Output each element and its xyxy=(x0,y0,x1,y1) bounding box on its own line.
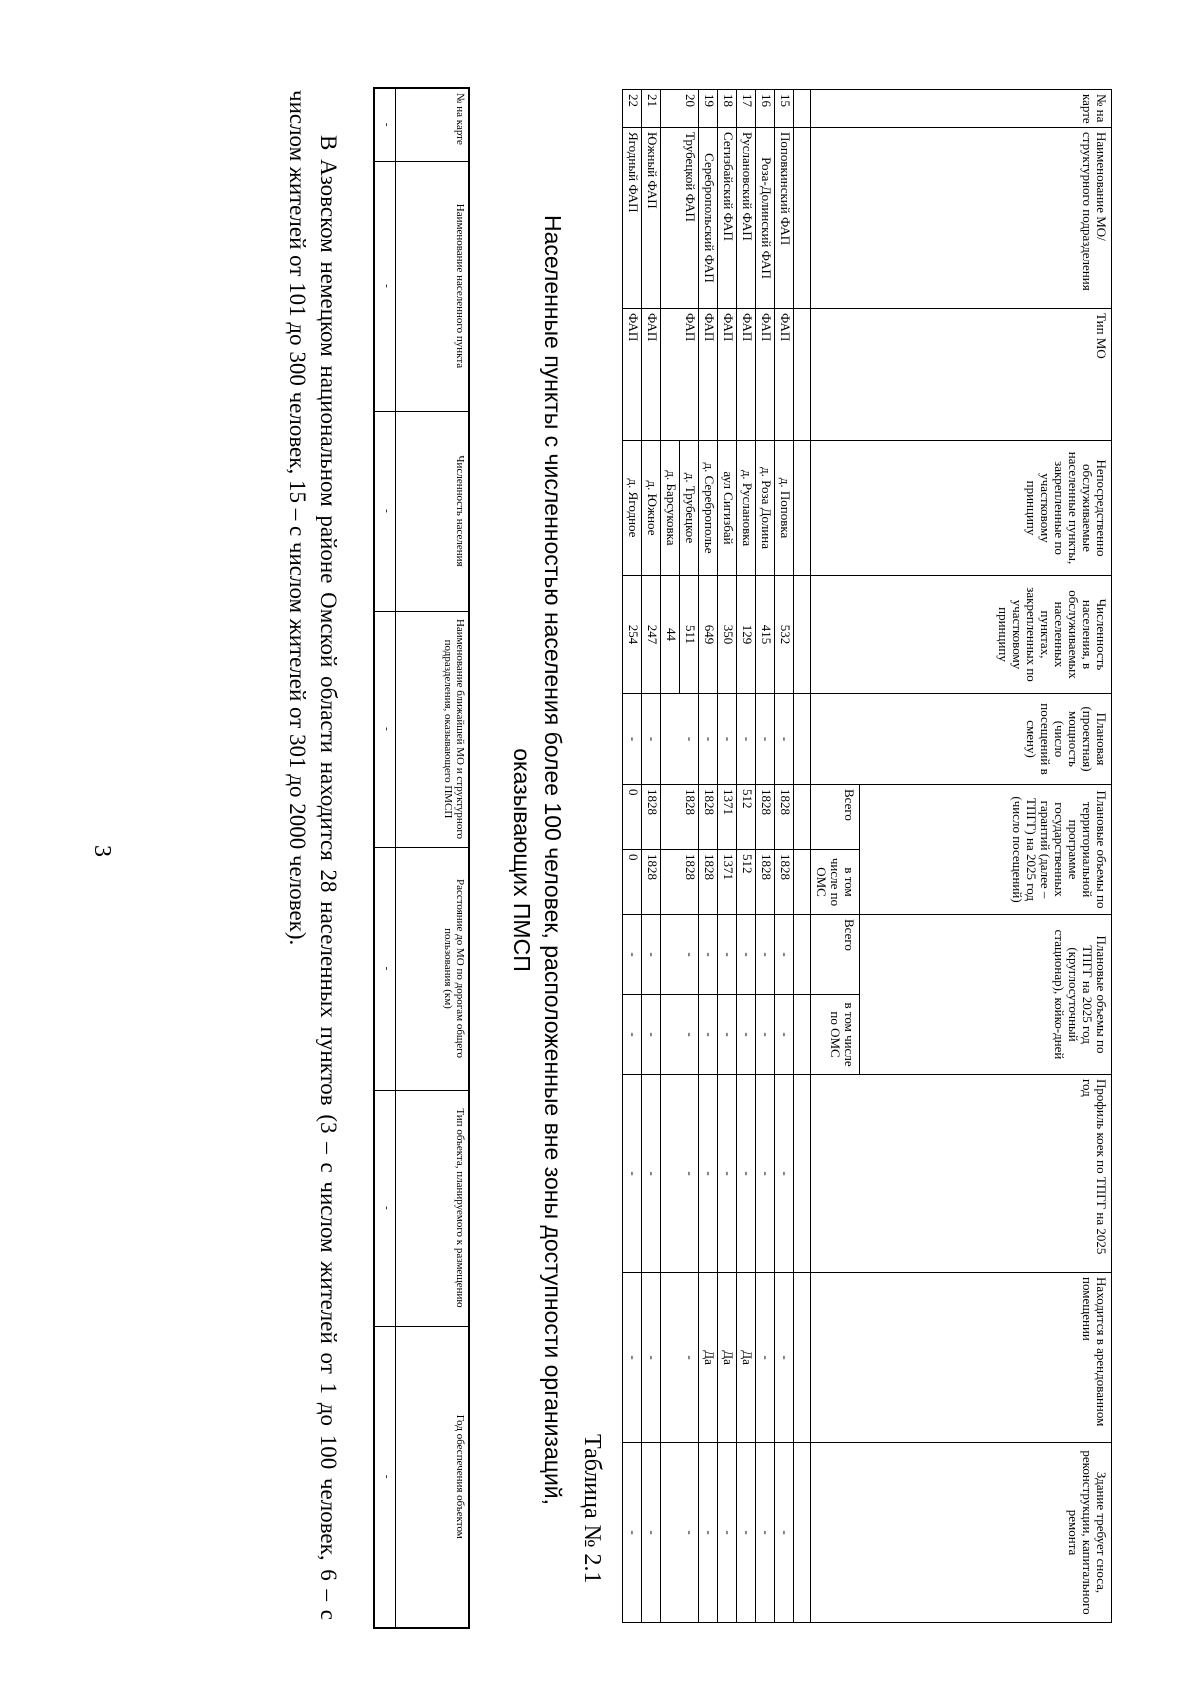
row-rented: Да xyxy=(718,1273,737,1443)
header-name: Наименование МО/ структурного подразделения xyxy=(811,128,1112,309)
row-capacity: - xyxy=(699,694,718,785)
row-capacity: - xyxy=(737,694,756,785)
row-num: 21 xyxy=(642,90,661,128)
header-row xyxy=(860,90,1112,1623)
row-beds-oms: - xyxy=(775,995,794,1075)
row-tpgg-total: 1828 xyxy=(661,785,699,850)
row-tpgg-total: 512 xyxy=(737,785,756,850)
header-type: Тип МО xyxy=(811,309,1112,441)
row-tpgg-oms: 1828 xyxy=(642,850,661,915)
uncovered-settlements-table xyxy=(373,87,470,1629)
row-settlement: д. Южное xyxy=(642,441,661,576)
row-demolition: - xyxy=(756,1443,775,1623)
table-row xyxy=(756,90,775,1623)
row-name: Трубецкой ФАП xyxy=(661,128,699,309)
row-tpgg-total: 1828 xyxy=(642,785,661,850)
row-beds-oms: - xyxy=(737,995,756,1075)
fap-table xyxy=(622,89,1112,1623)
row-settlement: аул Сигизбай xyxy=(718,441,737,576)
row-beds-oms: - xyxy=(661,995,699,1075)
table-row xyxy=(718,90,737,1623)
row-settlement: д. Поповка xyxy=(775,441,794,576)
header-object-type: Тип объекта, планируемого к размещению xyxy=(396,1090,470,1326)
row-rented: - xyxy=(623,1273,642,1443)
row-profile: - xyxy=(699,1075,718,1273)
header-settlement: Наименование населенного пункта xyxy=(396,161,470,411)
row-name: Серебропольский ФАП xyxy=(699,128,718,309)
row-beds-oms: - xyxy=(756,995,775,1075)
row-profile: - xyxy=(775,1075,794,1273)
table-row xyxy=(623,90,642,1623)
row-demolition: - xyxy=(737,1443,756,1623)
row-tpgg-oms: 1828 xyxy=(699,850,718,915)
table-row xyxy=(680,90,699,1623)
row-tpgg-total: 0 xyxy=(623,785,642,850)
row-beds-total: - xyxy=(737,915,756,995)
row-profile: - xyxy=(718,1075,737,1273)
row-rented: Да xyxy=(737,1273,756,1443)
row-type: ФАП xyxy=(737,309,756,441)
page-number: 3 xyxy=(89,845,115,857)
row-population: 254 xyxy=(623,576,642,694)
row-name: Ягодный ФАП xyxy=(623,128,642,309)
row-tpgg-oms: 1828 xyxy=(661,850,699,915)
row-name: Роза-Долинский ФАП xyxy=(756,128,775,309)
row-tpgg-oms: 0 xyxy=(623,850,642,915)
column-index-row xyxy=(794,90,811,1623)
row-capacity: - xyxy=(623,694,642,785)
row-year: - xyxy=(374,1326,396,1628)
row-rented: - xyxy=(642,1273,661,1443)
header-row xyxy=(396,88,470,1628)
section-title-line1: Населенные пункты с численностью населения более 100 человек, расположенные вне зоны доступности организаций, xyxy=(540,214,566,1506)
row-type: ФАП xyxy=(775,309,794,441)
row-tpgg-total: 1828 xyxy=(756,785,775,850)
row-settlement: д. Роза Долина xyxy=(756,441,775,576)
row-beds-total: - xyxy=(623,915,642,995)
row-settlement: - xyxy=(374,161,396,411)
row-capacity: - xyxy=(718,694,737,785)
row-population: 129 xyxy=(737,576,756,694)
header-population: Численность населения, в обслуживаемых населенных пунктах, закрепленных по участковому принципу xyxy=(811,576,1112,694)
row-capacity: - xyxy=(756,694,775,785)
header-demolition: Здание требует сноса, реконструкции, капитального ремонта xyxy=(811,1443,1112,1623)
row-num: 19 xyxy=(699,90,718,128)
row-beds-oms: - xyxy=(718,995,737,1075)
row-beds-total: - xyxy=(756,915,775,995)
row-tpgg-oms: 1371 xyxy=(718,850,737,915)
row-capacity: - xyxy=(661,694,699,785)
row-settlement: д. Сереброполье xyxy=(699,441,718,576)
header-beds-total: Всего xyxy=(811,915,860,995)
table-row xyxy=(737,90,756,1623)
row-beds-oms: - xyxy=(623,995,642,1075)
row-beds-oms: - xyxy=(699,995,718,1075)
row-object-type: - xyxy=(374,1090,396,1326)
row-population: 350 xyxy=(718,576,737,694)
row-tpgg-total: 1371 xyxy=(718,785,737,850)
row-demolition: - xyxy=(775,1443,794,1623)
row-population: 649 xyxy=(699,576,718,694)
row-beds-total: - xyxy=(775,915,794,995)
row-rented: - xyxy=(775,1273,794,1443)
row-demolition: - xyxy=(623,1443,642,1623)
row-profile: - xyxy=(661,1075,699,1273)
header-beds: Плановые объемы по ТПГГ на 2025 год (круглосуточный стационар), койко-дней xyxy=(860,915,1112,1075)
header-tpgg: Плановые объемы по территориальной программе государственных гарантий (далее – ТПГГ) на 2025 год (число посещений) xyxy=(860,785,1112,915)
table-row xyxy=(374,88,396,1628)
header-num: № на карте xyxy=(396,88,470,161)
table-row xyxy=(775,90,794,1623)
row-rented: - xyxy=(661,1273,699,1443)
row-profile: - xyxy=(642,1075,661,1273)
row-num: 22 xyxy=(623,90,642,128)
row-capacity: - xyxy=(642,694,661,785)
row-beds-total: - xyxy=(699,915,718,995)
row-demolition: - xyxy=(642,1443,661,1623)
row-settlement: д. Трубецкое xyxy=(680,441,699,576)
table-row xyxy=(699,90,718,1623)
row-population: 415 xyxy=(756,576,775,694)
row-population: - xyxy=(374,411,396,611)
row-rented: Да xyxy=(699,1273,718,1443)
row-demolition: - xyxy=(699,1443,718,1623)
row-demolition: - xyxy=(661,1443,699,1623)
header-nearest-mo: Наименование ближайшей МО и структурного подразделения, оказывающего ПМСП xyxy=(396,611,470,847)
row-beds-total: - xyxy=(661,915,699,995)
row-type: ФАП xyxy=(642,309,661,441)
row-name: Поповкинский ФАП xyxy=(775,128,794,309)
row-population: 247 xyxy=(642,576,661,694)
row-population: 532 xyxy=(775,576,794,694)
row-num: 16 xyxy=(756,90,775,128)
row-distance: - xyxy=(374,847,396,1090)
header-num: № на карте xyxy=(811,90,1112,128)
row-type: ФАП xyxy=(718,309,737,441)
row-num: 18 xyxy=(718,90,737,128)
header-year: Год обеспечения объектом xyxy=(396,1326,470,1628)
row-num: 17 xyxy=(737,90,756,128)
row-tpgg-total: 1828 xyxy=(699,785,718,850)
row-type: ФАП xyxy=(756,309,775,441)
row-name: Южный ФАП xyxy=(642,128,661,309)
row-tpgg-oms: 1828 xyxy=(756,850,775,915)
row-rented: - xyxy=(756,1273,775,1443)
header-distance: Расстояние до МО по дорогам общего пользования (км) xyxy=(396,847,470,1090)
header-capacity: Плановая (проектная) мощность (число посещений в смену) xyxy=(811,694,1112,785)
row-beds-total: - xyxy=(642,915,661,995)
row-num: 20 xyxy=(661,90,699,128)
row-capacity: - xyxy=(775,694,794,785)
row-tpgg-oms: 1828 xyxy=(775,850,794,915)
table-row xyxy=(642,90,661,1623)
row-num: - xyxy=(374,88,396,161)
table-number: Таблица № 2.1 xyxy=(579,1434,605,1584)
row-population: 511 xyxy=(680,576,699,694)
header-profile: Профиль коек по ТПГГ на 2025 год xyxy=(811,1075,1112,1273)
header-tpgg-total: Всего xyxy=(811,785,860,850)
row-population: 44 xyxy=(661,576,680,694)
row-profile: - xyxy=(623,1075,642,1273)
header-beds-oms: в том числе по ОМС xyxy=(811,995,860,1075)
row-name: Сегизбайский ФАП xyxy=(718,128,737,309)
row-profile: - xyxy=(737,1075,756,1273)
row-settlement: д. Барсуковка xyxy=(661,441,680,576)
row-beds-total: - xyxy=(718,915,737,995)
row-type: ФАП xyxy=(623,309,642,441)
header-settlements: Непосредственно обслуживаемые населенные пункты, закрепленные по участковому принципу xyxy=(811,441,1112,576)
row-profile: - xyxy=(756,1075,775,1273)
header-rented: Находится в арендованном помещении xyxy=(811,1273,1112,1443)
row-type: ФАП xyxy=(661,309,699,441)
row-settlement: д. Ягодное xyxy=(623,441,642,576)
row-demolition: - xyxy=(718,1443,737,1623)
section-title-line2: оказывающих ПМСП xyxy=(509,748,535,972)
header-population: Численность населения xyxy=(396,411,470,611)
row-tpgg-oms: 512 xyxy=(737,850,756,915)
footer-paragraph: В Азовском немецком национальном районе Омской области находится 28 населенных пунктов (3 – с числом жителей от 1 до 100 человек, 6 – с числом жителей от 101 до 300 человек, 15 – с числом жителей от 301 до 2000 человек). xyxy=(285,90,341,1620)
header-tpgg-oms: в том числе по ОМС xyxy=(811,850,860,915)
row-tpgg-total: 1828 xyxy=(775,785,794,850)
row-type: ФАП xyxy=(699,309,718,441)
row-num: 15 xyxy=(775,90,794,128)
section-title xyxy=(506,80,568,1640)
row-settlement: д. Руслановка xyxy=(737,441,756,576)
row-beds-oms: - xyxy=(642,995,661,1075)
row-nearest-mo: - xyxy=(374,611,396,847)
row-name: Руслановский ФАП xyxy=(737,128,756,309)
